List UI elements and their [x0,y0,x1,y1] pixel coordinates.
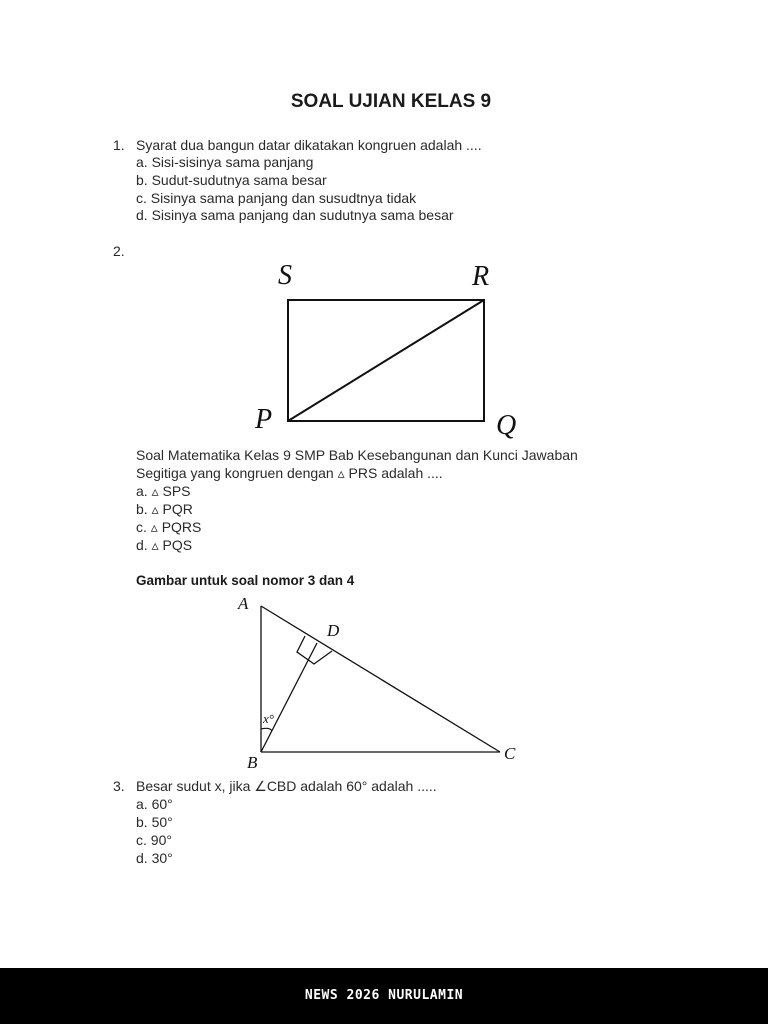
question-2-option-b: b. ▵ PQR [136,501,193,517]
question-1-number: 1. [113,137,125,153]
label-c: C [504,744,516,763]
label-b: B [247,753,258,772]
question-3-option-c: c. 90° [136,832,172,848]
question-1-option-a: a. Sisi-sisinya sama panjang [136,154,314,170]
label-r: R [472,261,490,292]
question-2-context: Soal Matematika Kelas 9 SMP Bab Kesebangunan dan Kunci Jawaban [136,447,578,463]
question-1-option-c: c. Sisinya sama panjang dan susudtnya tidak [136,190,417,206]
question-1-text: Syarat dua bangun datar dikatakan kongruen adalah .... [136,137,482,153]
side-ac [261,606,500,752]
question-2-text: Segitiga yang kongruen dengan ▵ PRS adalah .... [136,465,443,481]
question-2-option-a: a. ▵ SPS [136,483,191,499]
label-q: Q [496,410,517,441]
segment-bd [261,643,317,752]
question-1-option-d: d. Sisinya sama panjang dan sudutnya sama besar [136,207,454,223]
question-3-option-a: a. 60° [136,796,173,812]
question-2-number: 2. [113,243,125,259]
question-2-option-d: d. ▵ PQS [136,537,193,553]
label-x: x° [263,711,274,726]
label-a: A [238,594,249,613]
angle-x-arc [261,728,272,731]
question-3-number: 3. [113,778,125,794]
figure-caption: Gambar untuk soal nomor 3 dan 4 [136,573,355,588]
right-angle-marker [297,636,332,664]
label-d: D [327,621,340,640]
label-s: S [278,260,292,291]
label-p: P [255,404,273,435]
question-3-text: Besar sudut x, jika ∠CBD adalah 60° adalah ..... [136,778,437,794]
question-2-option-c: c. ▵ PQRS [136,519,202,535]
question-3-option-d: d. 30° [136,850,173,866]
question-3-option-b: b. 50° [136,814,173,830]
footer-banner: NEWS 2026 NURULAMIN [0,968,768,1024]
page-title: SOAL UJIAN KELAS 9 [290,91,492,112]
question-1-option-b: b. Sudut-sudutnya sama besar [136,172,327,188]
